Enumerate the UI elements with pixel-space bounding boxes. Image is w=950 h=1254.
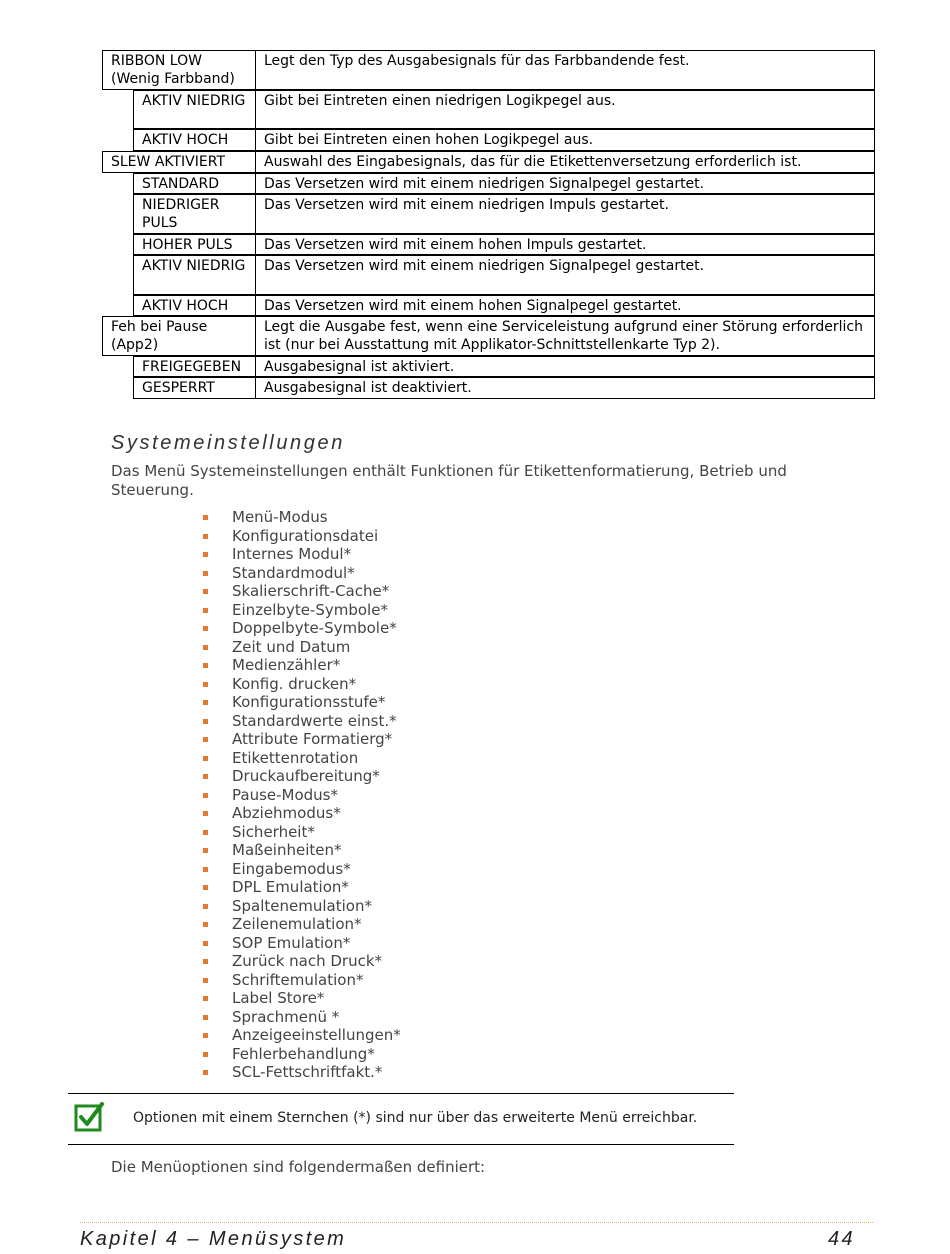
bullet-icon: [203, 682, 208, 687]
bullet-icon: [203, 885, 208, 890]
bullet-icon: [203, 571, 208, 576]
list-item-label: Konfig. drucken*: [232, 674, 357, 693]
list-item-label: Schriftemulation*: [232, 970, 364, 989]
table-row: [102, 151, 875, 173]
bullet-icon: [203, 922, 208, 927]
table-row: [102, 173, 875, 194]
table-term-cell: GESPERRT: [133, 377, 256, 399]
table-desc-cell: Ausgabesignal ist deaktiviert.: [255, 377, 875, 399]
bullet-icon: [203, 811, 208, 816]
table-term-cell: FREIGEGEBEN: [133, 356, 256, 377]
list-item: [200, 989, 401, 1008]
list-item-label: Internes Modul*: [232, 545, 352, 563]
list-item-label: Attribute Formatierg*: [232, 730, 393, 748]
list-item: [200, 712, 401, 731]
list-item: [200, 804, 401, 823]
bullet-icon: [203, 1033, 208, 1038]
table-desc-cell: Das Versetzen wird mit einem niedrigen Signalpegel gestartet.: [255, 173, 875, 194]
list-item-label: Abziehmodus*: [232, 804, 341, 822]
checkbox-checked-icon: [74, 1102, 104, 1132]
table-term-cell: AKTIV NIEDRIG: [133, 255, 256, 295]
bullet-icon: [203, 552, 208, 557]
table-desc-cell: Legt den Typ des Ausgabesignals für das Farbbandende fest.: [255, 50, 875, 90]
list-item-label: Konfigurationsstufe*: [232, 693, 386, 711]
bullet-icon: [203, 589, 208, 594]
table-row: [102, 194, 875, 234]
bullet-icon: [203, 793, 208, 798]
list-item-label: Konfigurationsdatei: [232, 526, 379, 545]
bullet-icon: [203, 1052, 208, 1057]
table-desc-cell: Legt die Ausgabe fest, wenn eine Serviceleistung aufgrund einer Störung erforderlich ist (nur bei Ausstattung mit Applikator-Schnittstellenkarte Typ 2).: [255, 316, 875, 356]
table-term-cell: STANDARD: [133, 173, 256, 194]
list-item-label: Zeilenemulation*: [232, 915, 362, 933]
list-item-label: Druckaufbereitung*: [232, 767, 380, 785]
list-item: [200, 638, 401, 657]
list-item-label: Etikettenrotation: [232, 748, 359, 767]
table-desc-cell: Ausgabesignal ist aktiviert.: [255, 356, 875, 377]
list-item-label: Doppelbyte-Symbole*: [232, 619, 397, 637]
table-term-cell: HOHER PULS: [133, 234, 256, 255]
bullet-icon: [203, 534, 208, 539]
list-item-label: Fehlerbehandlung*: [232, 1044, 375, 1063]
table-row: [102, 255, 875, 295]
section-title: Systemeinstellungen: [111, 432, 345, 454]
footer-chapter: Kapitel 4 – Menüsystem: [80, 1228, 347, 1250]
table-desc-cell: Gibt bei Eintreten einen hohen Logikpegel aus.: [255, 129, 875, 151]
list-item-label: Menü-Modus: [232, 508, 328, 526]
list-item-label: Maßeinheiten*: [232, 841, 342, 859]
table-desc-cell: Gibt bei Eintreten einen niedrigen Logikpegel aus.: [255, 90, 875, 129]
list-item-label: Sprachmenü *: [232, 1007, 340, 1026]
list-item-label: Skalierschrift-Cache*: [232, 582, 390, 600]
list-item: [200, 841, 401, 860]
list-item: [200, 749, 401, 768]
bullet-icon: [203, 904, 208, 909]
list-item: [200, 1026, 401, 1045]
list-item-label: Sicherheit*: [232, 822, 315, 841]
table-desc-cell: Das Versetzen wird mit einem hohen Signalpegel gestartet.: [255, 295, 875, 316]
table-term-cell: SLEW AKTIVIERT: [102, 151, 256, 173]
table-desc-cell: Das Versetzen wird mit einem niedrigen Impuls gestartet.: [255, 194, 875, 234]
table-desc-cell: Das Versetzen wird mit einem hohen Impuls gestartet.: [255, 234, 875, 255]
bullet-icon: [203, 719, 208, 724]
table-row: [102, 377, 875, 399]
list-item: [200, 693, 401, 712]
list-item-label: Standardwerte einst.*: [232, 711, 397, 730]
bullet-icon: [203, 608, 208, 613]
table-row: [102, 50, 875, 90]
list-item-label: SOP Emulation*: [232, 933, 351, 952]
list-item: [200, 601, 401, 620]
list-item: [200, 878, 401, 897]
list-item-label: Einzelbyte-Symbole*: [232, 600, 388, 619]
bullet-icon: [203, 996, 208, 1001]
list-item: [200, 508, 401, 527]
list-item: [200, 934, 401, 953]
table-term-cell: RIBBON LOW (Wenig Farbband): [102, 50, 256, 90]
list-item-label: DPL Emulation*: [232, 878, 349, 896]
list-item: [200, 1063, 401, 1082]
bullet-icon: [203, 756, 208, 761]
list-item-label: Pause-Modus*: [232, 785, 338, 804]
list-item: [200, 619, 401, 638]
bullet-icon: [203, 959, 208, 964]
list-item: [200, 730, 401, 749]
bullet-icon: [203, 830, 208, 835]
list-item-label: Eingabemodus*: [232, 859, 351, 878]
table-row: [102, 295, 875, 316]
list-item: [200, 786, 401, 805]
list-item: [200, 952, 401, 971]
list-item: [200, 527, 401, 546]
list-item-label: Medienzähler*: [232, 656, 341, 674]
page-number: 44: [828, 1228, 856, 1250]
list-item: [200, 767, 401, 786]
bullet-icon: [203, 515, 208, 520]
list-item: [200, 897, 401, 916]
list-item: [200, 675, 401, 694]
table-row: [102, 129, 875, 151]
bullet-icon: [203, 645, 208, 650]
table-term-cell: Feh bei Pause (App2): [102, 316, 256, 356]
list-item: [200, 971, 401, 990]
list-item-label: Label Store*: [232, 989, 325, 1007]
section-intro: Das Menü Systemeinstellungen enthält Funktionen für Etikettenformatierung, Betrieb und Steuerung.: [111, 462, 787, 499]
list-item-label: Anzeigeeinstellungen*: [232, 1026, 401, 1044]
table-desc-cell: Das Versetzen wird mit einem niedrigen Signalpegel gestartet.: [255, 255, 875, 295]
list-item: [200, 582, 401, 601]
list-item: [200, 915, 401, 934]
table-desc-cell: Auswahl des Eingabesignals, das für die Etikettenversetzung erforderlich ist.: [255, 151, 875, 173]
bullet-icon: [203, 700, 208, 705]
bullet-icon: [203, 626, 208, 631]
bullet-icon: [203, 737, 208, 742]
table-row: [102, 90, 875, 129]
bullet-icon: [203, 978, 208, 983]
outro-text: Die Menüoptionen sind folgendermaßen definiert:: [111, 1158, 486, 1176]
bullet-icon: [203, 848, 208, 853]
table-row: [102, 316, 875, 356]
bullet-icon: [203, 1070, 208, 1075]
table-term-cell: AKTIV NIEDRIG: [133, 90, 256, 129]
list-item-label: SCL-Fettschriftfakt.*: [232, 1063, 383, 1081]
menu-option-list: [200, 508, 401, 1082]
list-item: [200, 545, 401, 564]
list-item-label: Zeit und Datum: [232, 637, 351, 656]
note-box: [68, 1093, 734, 1145]
list-item: [200, 823, 401, 842]
bullet-icon: [203, 663, 208, 668]
bullet-icon: [203, 867, 208, 872]
note-text: Optionen mit einem Sternchen (*) sind nur über das erweiterte Menü erreichbar.: [133, 1110, 698, 1126]
list-item: [200, 1008, 401, 1027]
list-item-label: Spaltenemulation*: [232, 896, 372, 915]
table-term-cell: NIEDRIGER PULS: [133, 194, 256, 234]
list-item-label: Standardmodul*: [232, 563, 355, 582]
table-term-cell: AKTIV HOCH: [133, 295, 256, 316]
list-item: [200, 1045, 401, 1064]
table-row: [102, 234, 875, 255]
table-row: [102, 356, 875, 377]
bullet-icon: [203, 1015, 208, 1020]
table-term-cell: AKTIV HOCH: [133, 129, 256, 151]
list-item: [200, 564, 401, 583]
footer-divider: [80, 1222, 873, 1223]
list-item: [200, 860, 401, 879]
list-item-label: Zurück nach Druck*: [232, 952, 383, 970]
bullet-icon: [203, 941, 208, 946]
bullet-icon: [203, 774, 208, 779]
list-item: [200, 656, 401, 675]
